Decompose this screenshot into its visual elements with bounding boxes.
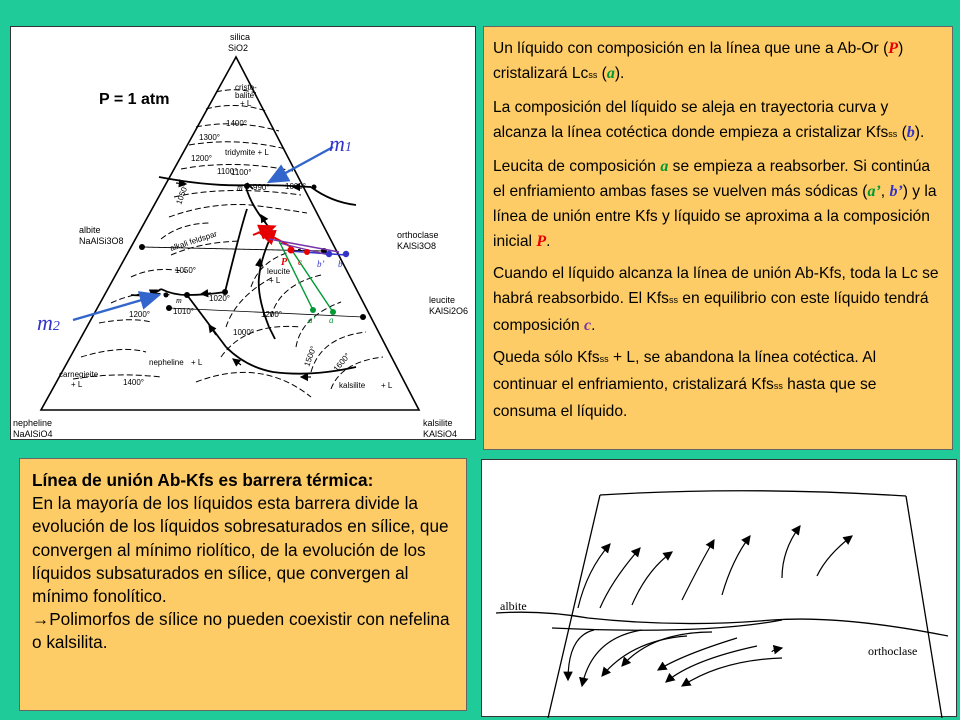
orthoclase-name: orthoclase	[397, 230, 439, 240]
leucite-name: leucite	[429, 295, 456, 305]
cotectic-curves	[131, 177, 356, 374]
barrier-body: En la mayoría de los líquidos esta barrera divide la evolución de los líquidos sobresaturados en sílice, que convergen al mínimo riolítico, de la evolución de los líquidos subsaturados en sílice, que convergen al mínimo fonolítico.	[32, 493, 449, 607]
albite-name: albite	[79, 225, 101, 235]
barrier-note: →Polimorfos de sílice no pueden coexistir con nefelina o kalsilita.	[32, 609, 450, 653]
isotherm-990: 990°	[253, 183, 270, 192]
field-cristobalite-1: cristo-	[235, 83, 257, 92]
sketch-frame	[496, 491, 948, 718]
orthoclase-formula: KAlSi3O8	[397, 241, 437, 251]
point-b-label: b	[338, 259, 343, 269]
field-carnegieite-plusL: + L	[71, 380, 83, 389]
thermal-barrier-panel	[19, 458, 467, 711]
isotherm-1200-left: 1200°	[129, 310, 150, 319]
field-alkali-feldspar: alkali feldspar	[168, 229, 219, 253]
field-cristobalite-2: balite	[235, 91, 255, 100]
albite-formula: NaAlSi3O8	[79, 236, 124, 246]
nepheline-name: nepheline	[13, 418, 53, 428]
field-nepheline: nepheline	[149, 358, 184, 367]
isotherm-1100-b: 1100°	[231, 168, 252, 177]
kalsilite-name: kalsilite	[423, 418, 453, 428]
isotherm-1400-bottom: 1400°	[123, 378, 144, 387]
field-leucite-plusL: + L	[269, 276, 281, 285]
inline-P: P	[888, 40, 899, 57]
paragraph-4: Cuando el líquido alcanza la línea de unión Ab-Kfs, toda la Lc se habrá reabsorbido. El Kfsss en equilibrio con este líquido tendrá composición c.	[493, 265, 939, 334]
nepheline-formula: NaAlSiO4	[13, 429, 53, 439]
barrier-sketch-svg	[482, 460, 958, 718]
pressure-label: P = 1 atm	[99, 91, 170, 108]
isotherm-1020: 1020°	[209, 294, 230, 303]
thermal-barrier-sketch	[481, 459, 957, 717]
isotherm-1000-bottom: 1000°	[233, 328, 254, 337]
isotherm-1050-left: 1050°	[174, 182, 191, 206]
minimum-label-rhyolitic: m	[237, 183, 243, 192]
isotherm-1600: 1600°	[331, 351, 353, 374]
isotherm-1300: 1300°	[199, 133, 220, 142]
leucite-formula: KAlSi2O6	[429, 306, 469, 316]
m1-pointer-arrow	[269, 147, 333, 182]
boundary-arrows	[151, 183, 311, 377]
point-P-label: P	[281, 257, 288, 268]
point-b-prime-label: b’	[317, 259, 325, 269]
field-tridymite: tridymite + L	[225, 148, 269, 157]
isotherm-1050-mid: 1050°	[175, 266, 196, 275]
point-a-prime-label: a’	[308, 315, 316, 325]
inline-b: b	[906, 124, 915, 141]
isotherm-1010: 1010°	[173, 307, 194, 316]
sketch-arrows	[568, 526, 852, 686]
minimum-label-phonolitic: m	[176, 296, 182, 305]
explanation-panel	[483, 26, 953, 450]
isotherm-1400-top: 1400°	[226, 119, 247, 128]
field-carnegieite: carnegieite	[59, 370, 99, 379]
paragraph-5: Queda sólo Kfsss + L, se abandona la línea cotéctica. Al continuar el enfriamiento, cristalizará Kfsss hasta que se consuma el líquido.	[493, 349, 877, 420]
arrow-right-icon: →	[32, 609, 50, 630]
silica-formula: SiO2	[228, 43, 249, 53]
paragraph-3: Leucita de composición a se empieza a reabsorber. Si continúa el enfriamiento ambas fases se vuelven más sódicas (a’, b’) y la línea de unión entre Kfs y líquido se aproxima a la composición inicial P.	[493, 158, 937, 250]
isotherm-1000-top: 1000°	[285, 182, 306, 191]
point-a-label: a	[329, 315, 334, 325]
silica-name: silica	[230, 32, 251, 42]
sketch-albite-label: albite	[500, 599, 527, 613]
kalsilite-formula: KAlSiO4	[423, 429, 458, 439]
field-nepheline-plusL: + L	[191, 358, 203, 367]
isotherm-1100: 1100°	[217, 167, 238, 176]
field-cristobalite-3: + L	[240, 99, 252, 108]
isotherm-1500: 1500°	[302, 344, 319, 368]
sketch-orthoclase-label: orthoclase	[868, 644, 918, 658]
isotherm-1200-top: 1200°	[191, 154, 212, 163]
barrier-title: Línea de unión Ab-Kfs es barrera térmica:	[32, 470, 374, 490]
ternary-phase-diagram	[11, 27, 477, 441]
m2-label: m2	[37, 310, 60, 335]
isotherm-1200-c: 1200°	[261, 310, 282, 319]
field-kalsilite: kalsilite	[339, 381, 366, 390]
inline-a: a	[606, 65, 615, 82]
paragraph-2: La composición del líquido se aleja en trayectoria curva y alcanza la línea cotéctica donde empieza a cristalizar Kfsss (b).	[493, 99, 925, 141]
field-leucite: leucite	[267, 267, 291, 276]
field-kalsilite-plusL: + L	[381, 381, 393, 390]
phase-diagram-panel	[10, 26, 476, 440]
paragraph-1: Un líquido con composición en la línea que une a Ab-Or (P) cristalizará Lcss (a).	[493, 40, 904, 82]
point-c-label: c	[298, 257, 302, 267]
m1-label: m1	[329, 131, 352, 156]
